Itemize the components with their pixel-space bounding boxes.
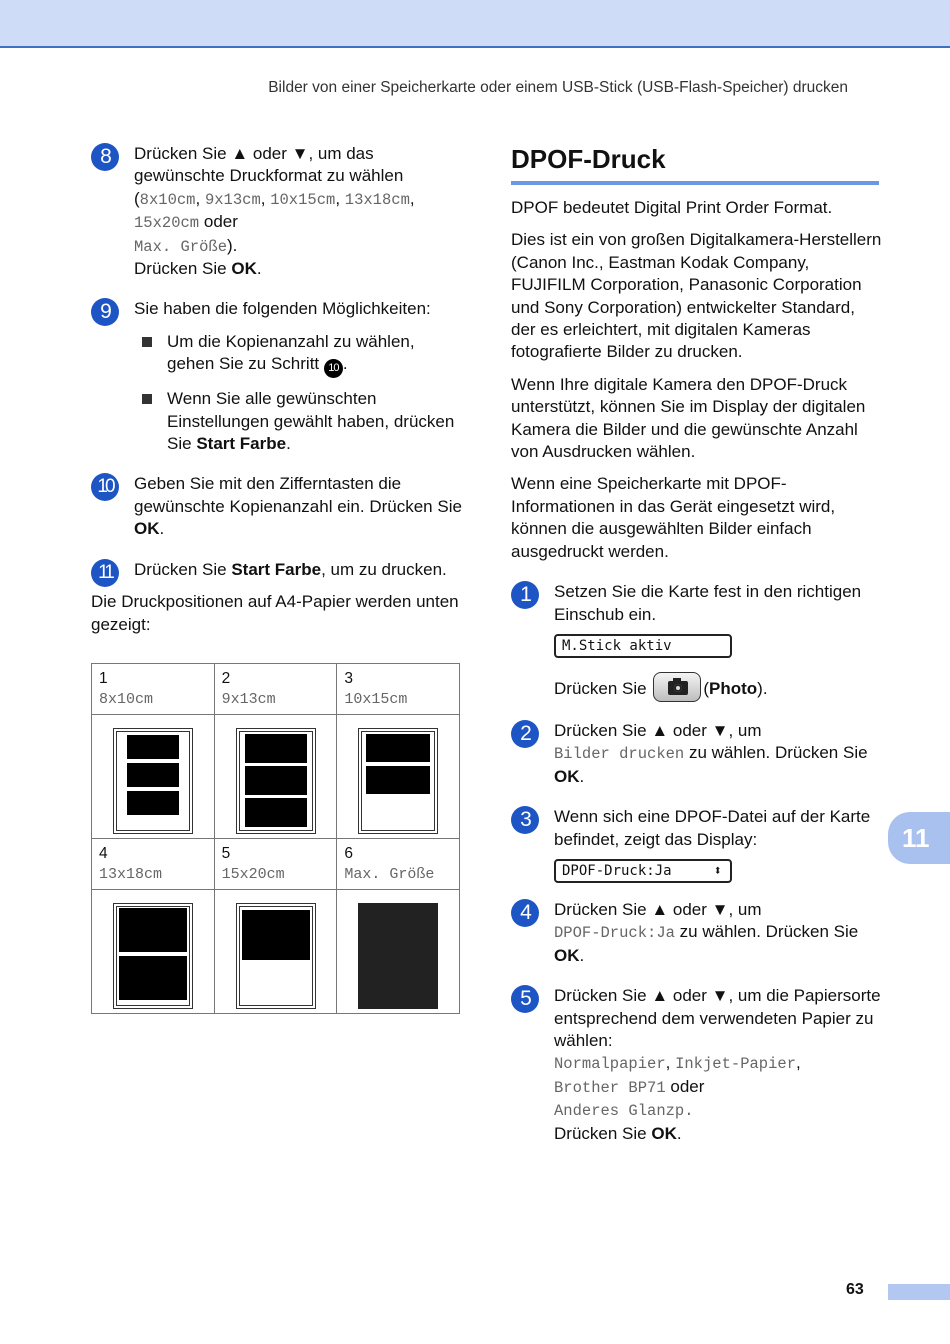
step-text: Sie haben die folgenden Möglichkeiten:	[134, 299, 431, 319]
lcd-display: M.Stick aktiv	[554, 634, 732, 658]
paper-diagram-15x20	[214, 889, 337, 1013]
ok-key-label: OK	[231, 259, 257, 279]
position-size: 9x13cm	[221, 690, 276, 708]
step-text-part: oder	[203, 212, 238, 232]
a4-sheet	[358, 903, 438, 1009]
step-text: Drücken Sie ▲ oder ▼, um die Papiersorte entsprechend dem verwendeten Papier zu wählen: Normalpapier, Inkjet-Papier, Brother BP71 oder Anderes Glanzp. Drücken Sie OK.	[554, 986, 881, 1143]
format-option: 15x20cm	[134, 214, 200, 233]
position-size: 8x10cm	[99, 690, 154, 708]
right-column	[511, 143, 883, 1145]
step-text: Wenn sich eine DPOF-Datei auf der Karte befindet, zeigt das Display:	[554, 807, 871, 849]
paragraph: Dies ist ein von großen Digitalkamera-Herstellern (Canon Inc., Eastman Kodak Company, FUJIFILM Corporation, Panasonic Corporation und Sony Corporation) entwickelter Standard, der es erleichtert, mit digitalen Kameras fotografierte Bilder zu drucken.	[511, 230, 882, 362]
step-text-part: Drücken Sie ▲ oder ▼, um die Papiersorte entsprechend dem verwendeten Papier zu wählen:	[554, 986, 881, 1050]
paper-diagram-13x18	[92, 889, 215, 1013]
step-text-part: Drücken Sie	[554, 1123, 647, 1143]
step-text-part: , um zu drucken.	[321, 559, 447, 579]
a4-sheet	[113, 903, 193, 1009]
paragraph: Wenn eine Speicherkarte mit DPOF-Informationen in das Gerät eingesetzt wird, können die ausgewählten Bilder einfach ausgedruckt werden.	[511, 474, 836, 561]
table-row	[92, 714, 460, 838]
ok-key-label: OK	[134, 519, 160, 539]
paper-option: Anderes Glanzp.	[554, 1102, 694, 1121]
print-block	[245, 766, 307, 795]
table-cell	[92, 838, 215, 889]
print-block	[119, 908, 187, 952]
step-text	[554, 672, 883, 702]
format-option: 9x13cm	[204, 190, 261, 209]
step-number: 1	[511, 581, 539, 609]
paper-diagram-8x10	[92, 714, 215, 838]
step-text-part: Drücken Sie ▲ oder ▼, um	[554, 899, 762, 919]
step-text: Drücken Sie ▲ oder ▼, um das gewünschte Druckformat zu wählen (8x10cm, 9x13cm, 10x15cm, 13x18cm, 15x20cm oder Max. Größe). Drücken Sie OK.	[134, 144, 415, 279]
format-option: Max. Größe	[134, 237, 228, 256]
step-number: 9	[91, 298, 119, 326]
position-size: 15x20cm	[221, 865, 285, 883]
top-color-band	[0, 0, 950, 48]
format-option: 13x18cm	[344, 190, 410, 209]
paper-diagram-9x13	[214, 714, 337, 838]
step-text-part: Drücken Sie ▲ oder ▼, um das gewünschte Druckformat zu wählen (	[134, 144, 404, 208]
step-text-part: zu wählen. Drücken Sie	[679, 922, 859, 942]
bullet-text: Um die Kopienanzahl zu wählen, gehen Sie zu Schritt	[167, 331, 415, 374]
step-text-part: ).	[227, 235, 238, 255]
print-block	[245, 734, 307, 763]
position-number: 6	[344, 844, 353, 862]
paper-option: Normalpapier	[554, 1055, 666, 1074]
ok-key-label: OK	[554, 945, 580, 965]
step-text-part: Drücken Sie	[134, 259, 227, 279]
print-block	[242, 910, 310, 960]
print-block	[366, 734, 430, 762]
position-number: 3	[344, 669, 353, 687]
format-option: 10x15cm	[270, 190, 336, 209]
print-block	[366, 766, 430, 794]
menu-option: DPOF-Druck:Ja	[554, 924, 675, 943]
paper-diagram-10x15	[337, 714, 460, 838]
dpof-step-2	[511, 720, 883, 788]
bullet-item: Wenn Sie alle gewünschten Einstellungen gewählt haben, drücken Sie Start Farbe.	[142, 388, 463, 455]
dpof-step-3	[511, 806, 883, 883]
step-reference-icon: 10	[324, 359, 343, 378]
print-block	[127, 791, 179, 815]
position-size: 13x18cm	[99, 865, 163, 883]
page-number: 63	[846, 1281, 864, 1298]
step-number: 10	[91, 473, 119, 501]
step-number: 11	[91, 559, 119, 587]
step-text-part: (	[703, 678, 710, 698]
table-row	[92, 889, 460, 1013]
a4-sheet	[113, 728, 193, 834]
step-8	[91, 143, 463, 280]
section-title: DPOF-Druck	[511, 143, 879, 185]
step-9	[91, 298, 463, 455]
step-text: Geben Sie mit den Zifferntasten die gewünschte Kopienanzahl ein. Drücken Sie OK.	[134, 474, 462, 539]
up-down-arrow-icon: ⬍	[713, 862, 722, 879]
a4-sheet	[236, 728, 316, 834]
ok-key-label: OK	[554, 766, 580, 786]
table-row	[92, 663, 460, 714]
paragraph: DPOF bedeutet Digital Print Order Format.	[511, 198, 833, 217]
print-block	[127, 763, 179, 787]
print-block	[245, 798, 307, 827]
positions-intro: Die Druckpositionen auf A4-Papier werden unten gezeigt:	[91, 592, 459, 634]
dpof-step-5	[511, 985, 883, 1145]
position-number: 5	[221, 844, 231, 862]
paragraph: Wenn Ihre digitale Kamera den DPOF-Druck unterstützt, können Sie im Display der digitalen Kamera die Bilder und die gewünschte Anzahl von Ausdrucken wählen.	[511, 374, 866, 462]
step-11	[91, 559, 463, 581]
lcd-wrap	[554, 634, 883, 658]
left-column	[91, 143, 463, 1014]
footer-bar	[888, 1284, 950, 1300]
photo-key-label: Photo	[709, 678, 758, 698]
chapter-tab: 11	[888, 812, 950, 864]
step-text-part: .	[256, 259, 262, 279]
table-cell	[92, 663, 215, 714]
position-size: Max. Größe	[344, 865, 435, 883]
position-size: 10x15cm	[344, 690, 408, 708]
step-text-part: ).	[757, 678, 768, 698]
print-positions-table	[91, 663, 460, 1014]
step-text-part: zu wählen. Drücken Sie	[688, 743, 868, 763]
running-header: Bilder von einer Speicherkarte oder einem USB-Stick (USB-Flash-Speicher) drucken	[268, 79, 848, 96]
bullet-text: Wenn Sie alle gewünschten Einstellungen gewählt haben, drücken Sie	[167, 389, 455, 454]
dpof-step-4	[511, 899, 883, 967]
menu-option: Bilder drucken	[554, 745, 685, 764]
lcd-display	[554, 859, 732, 883]
table-cell	[214, 838, 337, 889]
step-number: 5	[511, 985, 539, 1013]
format-option: 8x10cm	[139, 190, 196, 209]
table-cell	[214, 663, 337, 714]
start-farbe-key-label: Start Farbe	[231, 559, 322, 579]
table-row	[92, 838, 460, 889]
print-block	[119, 956, 187, 1000]
paper-diagram-max	[337, 889, 460, 1013]
step-number: 3	[511, 806, 539, 834]
position-number: 4	[99, 844, 108, 862]
lcd-text: DPOF-Druck:Ja	[562, 862, 672, 879]
step-text	[134, 559, 463, 581]
step-text: Drücken Sie ▲ oder ▼, um Bilder drucken zu wählen. Drücken Sie OK.	[554, 720, 868, 786]
step-number: 4	[511, 899, 539, 927]
position-number: 2	[221, 669, 231, 687]
table-cell	[337, 838, 460, 889]
step-text-part: oder	[670, 1076, 705, 1096]
print-block	[127, 735, 179, 759]
step-text: Setzen Sie die Karte fest in den richtigen Einschub ein.	[554, 582, 862, 624]
dpof-step-1	[511, 581, 883, 702]
ok-key-label: OK	[651, 1123, 677, 1143]
step-text: Drücken Sie ▲ oder ▼, um DPOF-Druck:Ja zu wählen. Drücken Sie OK.	[554, 899, 859, 965]
a4-sheet	[358, 728, 438, 834]
step-number: 2	[511, 720, 539, 748]
step-text-part: Drücken Sie ▲ oder ▼, um	[554, 720, 762, 740]
step-text-part: Drücken Sie	[554, 678, 647, 698]
paper-option: Inkjet-Papier	[675, 1055, 796, 1074]
table-cell	[337, 663, 460, 714]
step-text-part: Drücken Sie	[134, 559, 227, 579]
step-text-part: Geben Sie mit den Zifferntasten die gewünschte Kopienanzahl ein. Drücken Sie	[134, 474, 462, 516]
position-number: 1	[99, 669, 108, 687]
a4-sheet	[236, 903, 316, 1009]
start-farbe-key-label: Start Farbe	[196, 434, 287, 454]
lcd-wrap	[554, 859, 883, 883]
step-10	[91, 473, 463, 540]
photo-button	[653, 672, 701, 702]
step-number: 8	[91, 143, 119, 171]
camera-icon	[668, 681, 688, 695]
bullet-item: Um die Kopienanzahl zu wählen, gehen Sie zu Schritt 10 .	[142, 331, 463, 378]
paper-option: Brother BP71	[554, 1078, 666, 1097]
